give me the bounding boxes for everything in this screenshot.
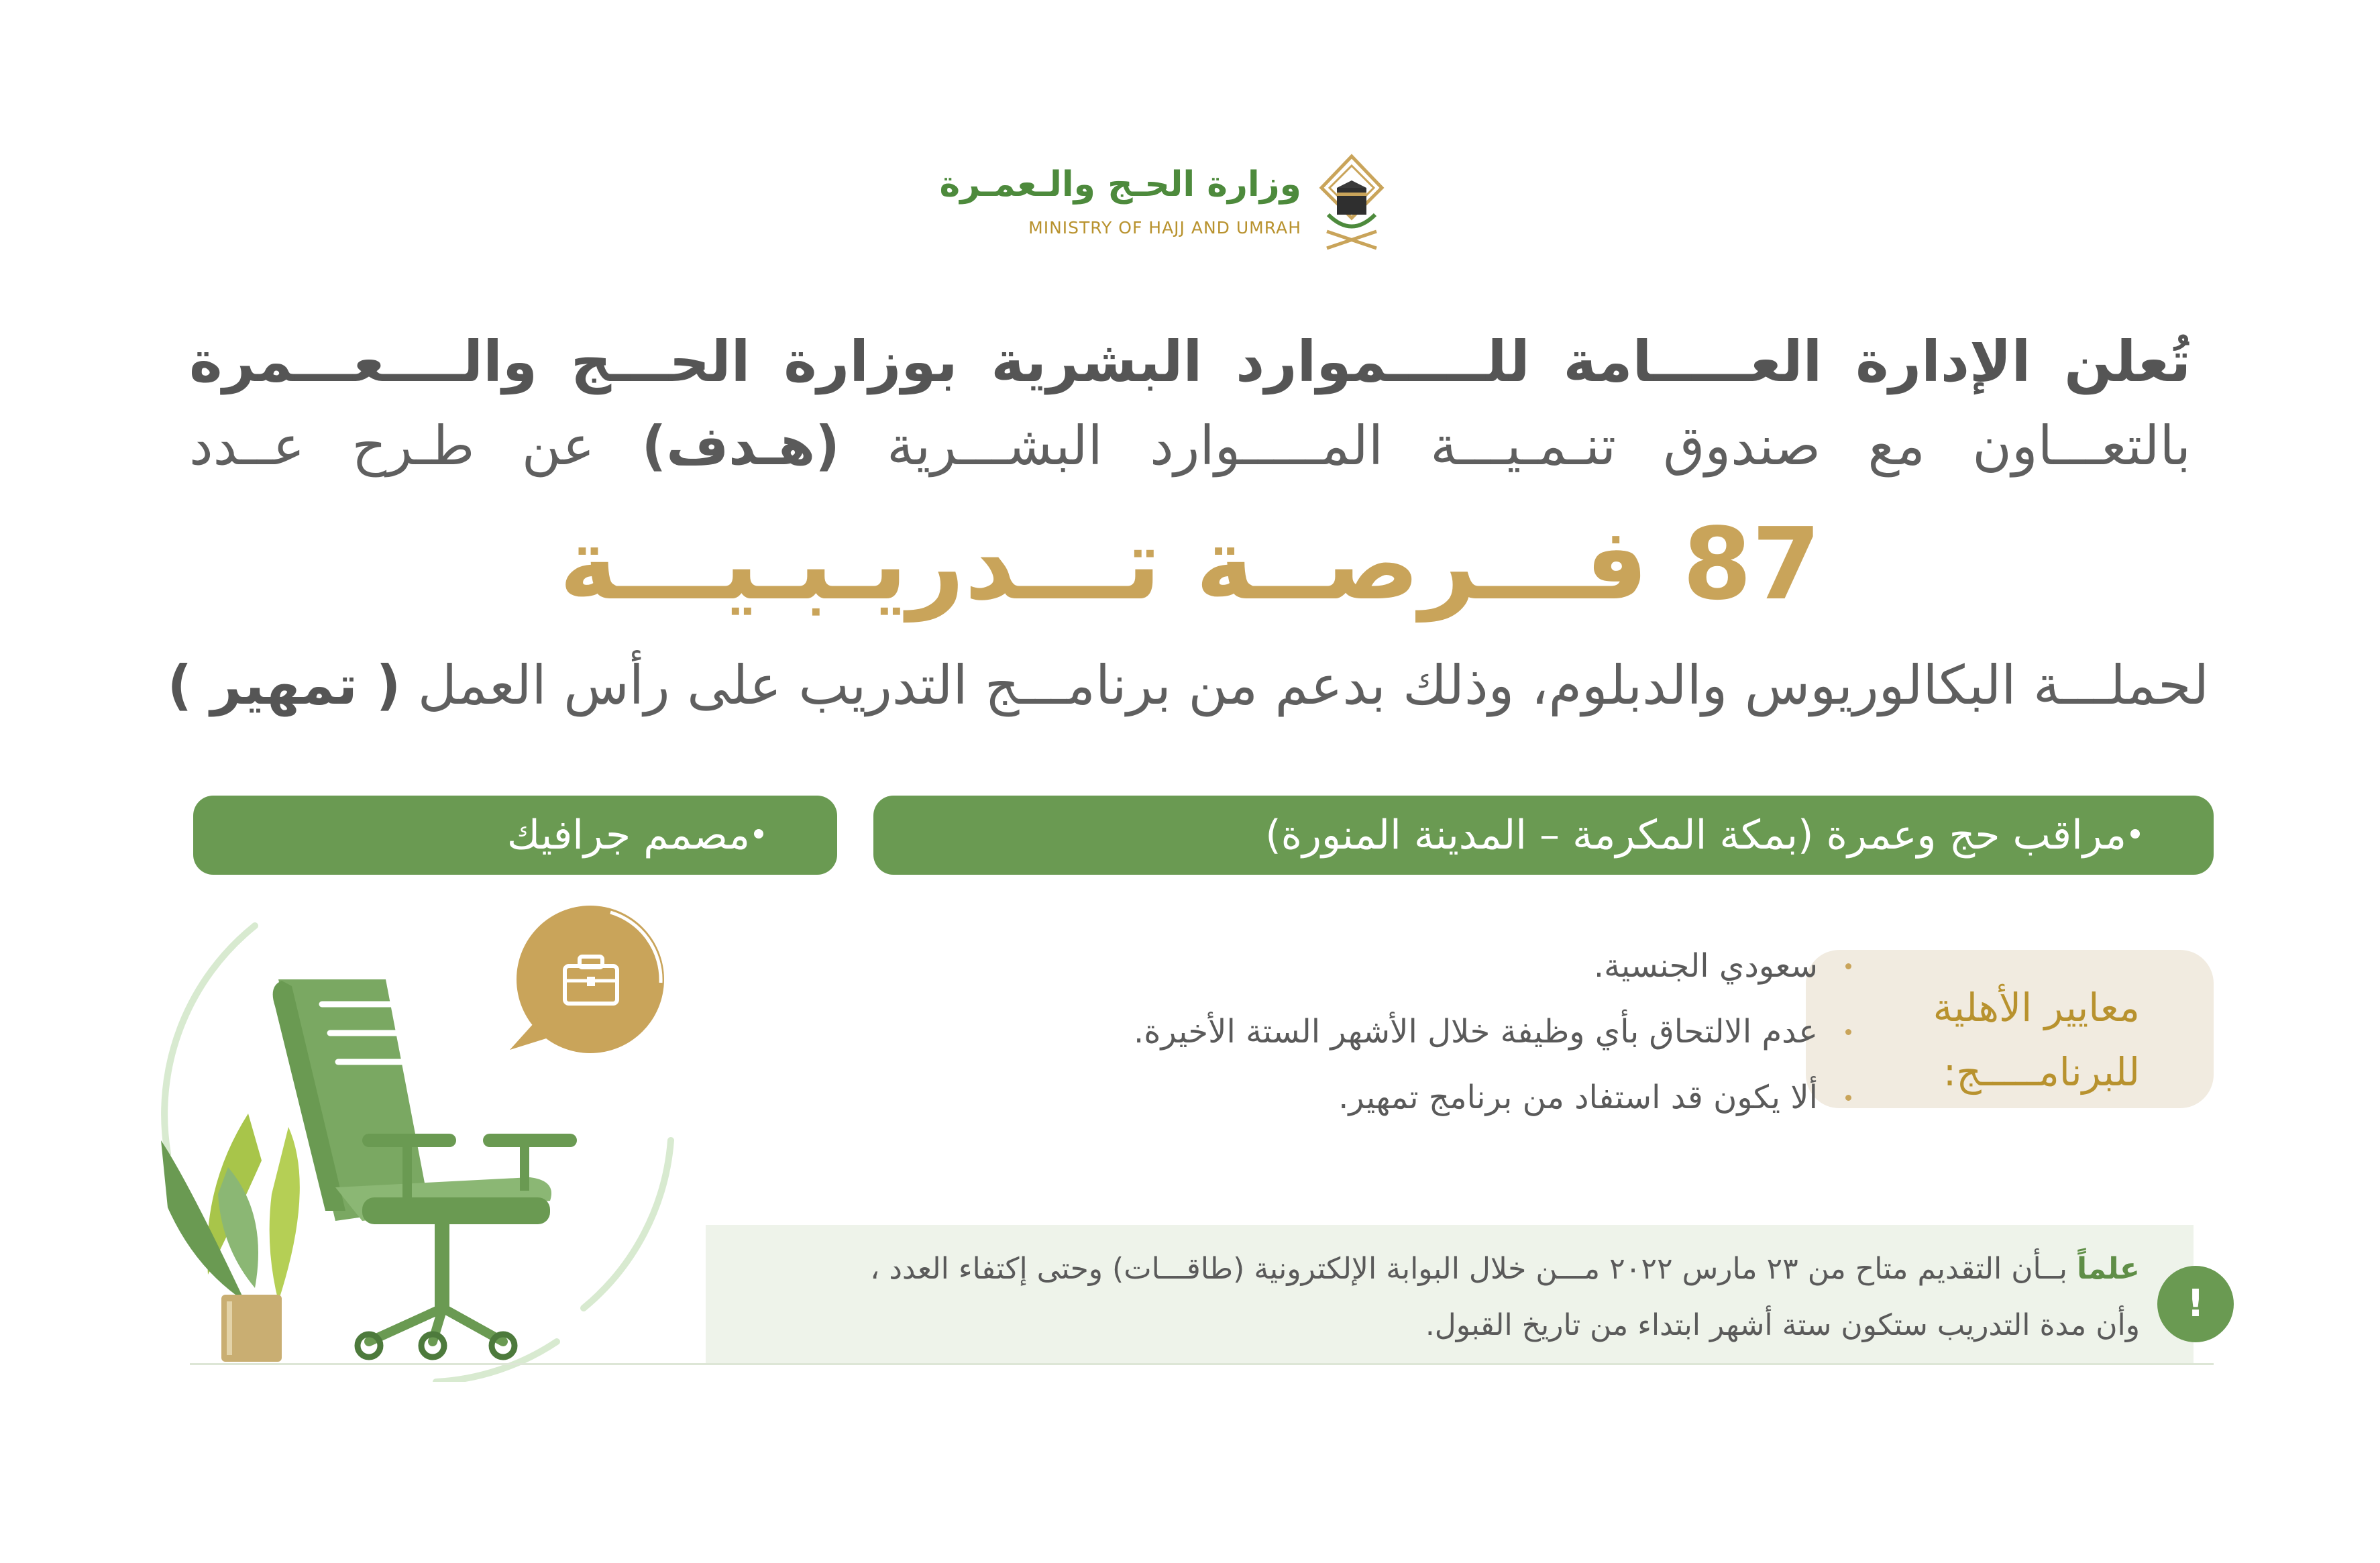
eligibility-title-box bbox=[1806, 950, 2214, 1108]
briefcase-bubble-icon bbox=[510, 906, 664, 1053]
note-line-1-text: بــأن التقديم متاح من ٢٣ مارس ٢٠٢٢ مـــن خلال البوابة الإلكترونية (طاقـــات) وحتى إكتفاء العدد ، bbox=[870, 1252, 2077, 1286]
bullet-dot bbox=[1845, 963, 1851, 969]
line2-suffix: عن طـرح عــدد bbox=[189, 415, 595, 477]
hadaf-label: (هـدف) bbox=[641, 415, 840, 477]
announcement-line-3 bbox=[167, 654, 2209, 716]
list-item bbox=[985, 1005, 1857, 1071]
criteria-text: ألا يكون قد استفاد من برنامج تمهير. bbox=[1338, 1079, 1818, 1116]
note-line-1 bbox=[733, 1241, 2140, 1297]
bullet-dot bbox=[1845, 1095, 1851, 1101]
kaaba-emblem-icon bbox=[1315, 151, 1389, 252]
note-lead: علماً bbox=[2076, 1252, 2140, 1286]
eligibility-title-line-1: معايير الأهلية bbox=[1933, 985, 2140, 1030]
job-pill-hajj-umrah-observer bbox=[873, 796, 2214, 875]
bullet-dot bbox=[2130, 829, 2140, 839]
potted-plant-icon bbox=[161, 1114, 300, 1362]
line3-prefix: لحملـــة البكالوريوس والدبلوم، وذلك بدعم من برنامـــج التدريب على رأس العمل bbox=[417, 654, 2209, 716]
line2-prefix: بالتعـــاون مع صندوق تنـمـيـــة المـــــوارد البشـــرية bbox=[887, 415, 2192, 477]
job-title: مراقب حج وعمرة (بمكة المكرمة – المدينة المنورة) bbox=[1265, 812, 2126, 859]
divider bbox=[190, 1363, 2214, 1365]
list-item bbox=[985, 1071, 1857, 1136]
bullet-dot bbox=[754, 829, 763, 839]
tamheer-label: ( تمهير ) bbox=[167, 654, 401, 716]
announcement-line-1: تُعلن الإدارة العـــــامة للـــــموارد البشرية بوزارة الحـــج والــــعـــمرة bbox=[189, 329, 2191, 394]
decorative-arc bbox=[164, 926, 255, 1154]
list-item bbox=[985, 939, 1857, 1005]
ministry-name-english: MINISTRY OF HAJJ AND UMRAH bbox=[1028, 218, 1301, 237]
office-chair-illustration bbox=[154, 872, 711, 1382]
note-line-2: وأن مدة التدريب ستكون ستة أشهر ابتداء من تاريخ القبول. bbox=[1425, 1308, 2140, 1342]
decorative-arc bbox=[436, 1342, 557, 1382]
announcement-line-2 bbox=[189, 415, 2191, 477]
decorative-arc bbox=[584, 1140, 671, 1308]
job-pill-graphic-designer bbox=[193, 796, 837, 875]
ministry-logo bbox=[939, 151, 1389, 252]
job-title: مصمم جرافيك bbox=[506, 812, 750, 859]
eligibility-title-line-2: للبرنامـــــج: bbox=[1943, 1049, 2140, 1095]
ministry-name-arabic: وزارة الحـج والـعمـرة bbox=[939, 164, 1301, 205]
exclamation-icon: ! bbox=[2157, 1266, 2234, 1342]
eligibility-list bbox=[985, 939, 1857, 1136]
opportunities-headline: 87 فـــرصــة تـــدريـبـيـــة bbox=[559, 506, 1821, 622]
criteria-text: سعودي الجنسية. bbox=[1593, 947, 1818, 985]
criteria-text: عدم الالتحاق بأي وظيفة خلال الأشهر الستة الأخيرة. bbox=[1134, 1013, 1818, 1050]
bullet-dot bbox=[1845, 1029, 1851, 1035]
application-note bbox=[706, 1225, 2194, 1363]
